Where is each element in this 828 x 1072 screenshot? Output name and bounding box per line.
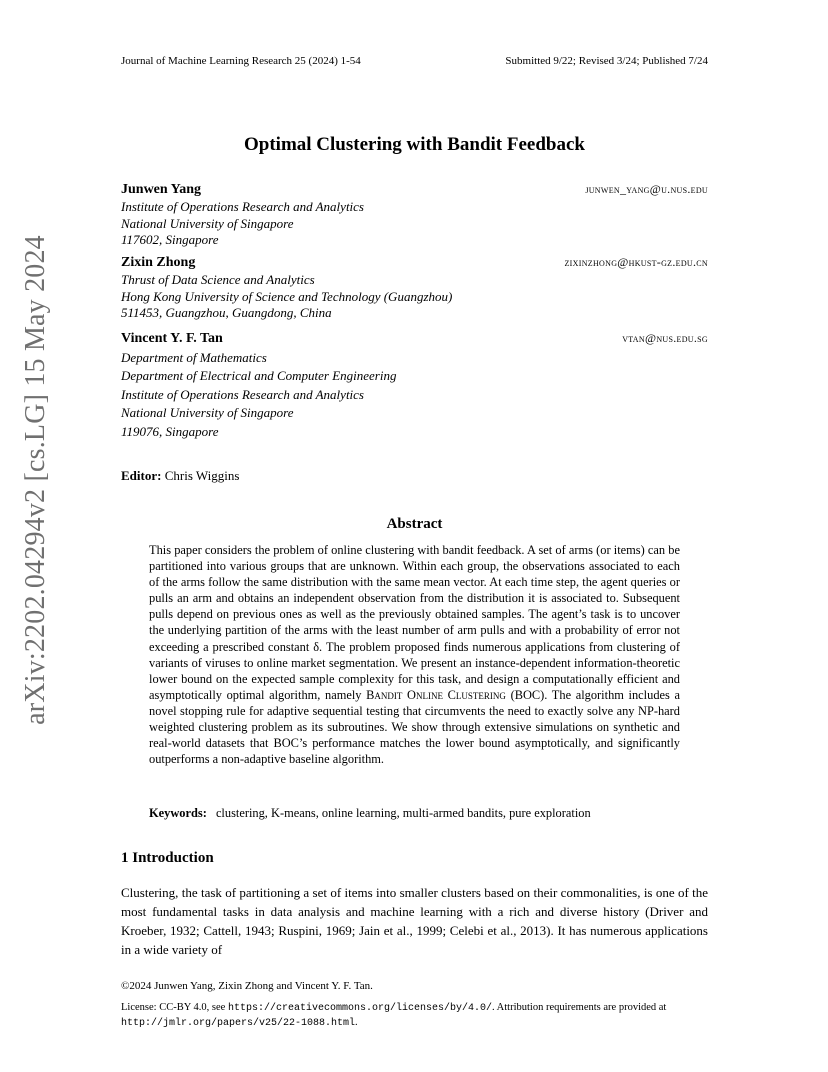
keywords-label: Keywords: [149,806,207,820]
author-email: zixinzhong@hkust-gz.edu.cn [564,255,708,269]
author-block [121,181,708,249]
abstract-text: (BOC). The algorithm includes a novel stopping rule for adaptive sequential testing that circumvents the need to exactly solve any NP-hard weighted clustering problem as its subroutines. We show through extensive simulations on synthetic and real-world datasets that BOC’s performance matches the lower bound asymptotically, and significantly outperforms a non-adaptive baseline algorithm. [149,687,680,767]
copyright-notice: ©2024 Junwen Yang, Zixin Zhong and Vincent Y. F. Tan. [121,980,373,992]
editor-name: Chris Wiggins [164,468,240,483]
author-block [121,329,708,441]
arxiv-stamp-text: arXiv:2202.04294v2 [cs.LG] 15 May 2024 [20,235,52,725]
license-notice [121,1001,708,1031]
running-header [121,55,708,67]
section-heading: 1 Introduction [121,850,214,866]
license-prefix: License: CC-BY 4.0, see [121,1002,226,1013]
affiliation-line: 119076, Singapore [121,423,219,439]
algorithm-name: Bandit Online Clustering [366,687,506,702]
affiliation-line: Thrust of Data Science and Analytics [121,271,315,287]
affiliation-line: National University of Singapore [121,215,294,231]
affiliation-line: Hong Kong University of Science and Technology (Guangzhou) [121,288,453,304]
abstract-heading: Abstract [386,516,443,532]
paper-link[interactable]: http://jmlr.org/papers/v25/22-1088.html [121,1018,356,1029]
keywords [149,806,689,821]
author-email: junwen_yang@u.nus.edu [585,182,708,196]
editor-line [121,468,239,484]
abstract-text: This paper considers the problem of online clustering with bandit feedback. A set of arms (or items) can be partitioned into various groups that are unknown. Within each group, the observations associated to each of the arms follow the same distribution with the same mean vector. At each time step, the agent queries or pulls an arm and obtains an independent observation from the distribution it is associated to. Subsequent pulls depend on previous ones as well as the previously obtained samples. The agent’s task is to uncover the underlying partition of the arms with the least number of arm pulls and with a probability of error not exceeding a prescribed constant δ. The problem proposed finds numerous applications from clustering of variants of viruses to online market segmentation. We present an instance-dependent information-theoretic lower bound on the expected sample complexity for this task, and design a computationally efficient and asymptotically optimal algorithm, namely [149,543,680,702]
author-email: vtan@nus.edu.sg [622,331,708,345]
publication-dates: Submitted 9/22; Revised 3/24; Published 7/24 [505,55,708,67]
journal-citation: Journal of Machine Learning Research 25 (2024) 1-54 [121,55,361,67]
introduction-paragraph: Clustering, the task of partitioning a set of items into smaller clusters based on their commonalities, is one of the most fundamental tasks in data analysis and machine learning with a rich and diverse history (Driver and Kroeber, 1932; Cattell, 1943; Ruspini, 1969; Jain et al., 1999; Celebi et al., 2013). It has numerous applications in a wide variety of [121,885,708,957]
license-end: . [355,1017,358,1028]
paper-title: Optimal Clustering with Bandit Feedback [244,134,585,155]
editor-label: Editor: [121,468,162,483]
affiliation-line: Institute of Operations Research and Analytics [121,198,364,214]
affiliation-line: Department of Electrical and Computer Engineering [121,368,397,383]
license-link[interactable]: https://creativecommons.org/licenses/by/4.0/ [227,1003,492,1014]
license-middle: . Attribution requirements are provided at [491,1002,667,1013]
affiliation-line: 511453, Guangzhou, Guangdong, China [121,305,332,321]
affiliation-line: National University of Singapore [121,405,294,420]
affiliation-line: Institute of Operations Research and Analytics [121,386,364,402]
arxiv-stamp [18,235,54,725]
affiliation-line: 117602, Singapore [121,232,219,248]
author-block [121,254,708,322]
keywords-text: clustering, K-means, online learning, multi-armed bandits, pure exploration [215,806,591,820]
author-name: Zixin Zhong [121,255,196,270]
abstract-body [149,542,680,767]
author-name: Junwen Yang [121,182,202,197]
author-name: Vincent Y. F. Tan [121,331,223,346]
affiliation-line: Department of Mathematics [121,349,267,365]
